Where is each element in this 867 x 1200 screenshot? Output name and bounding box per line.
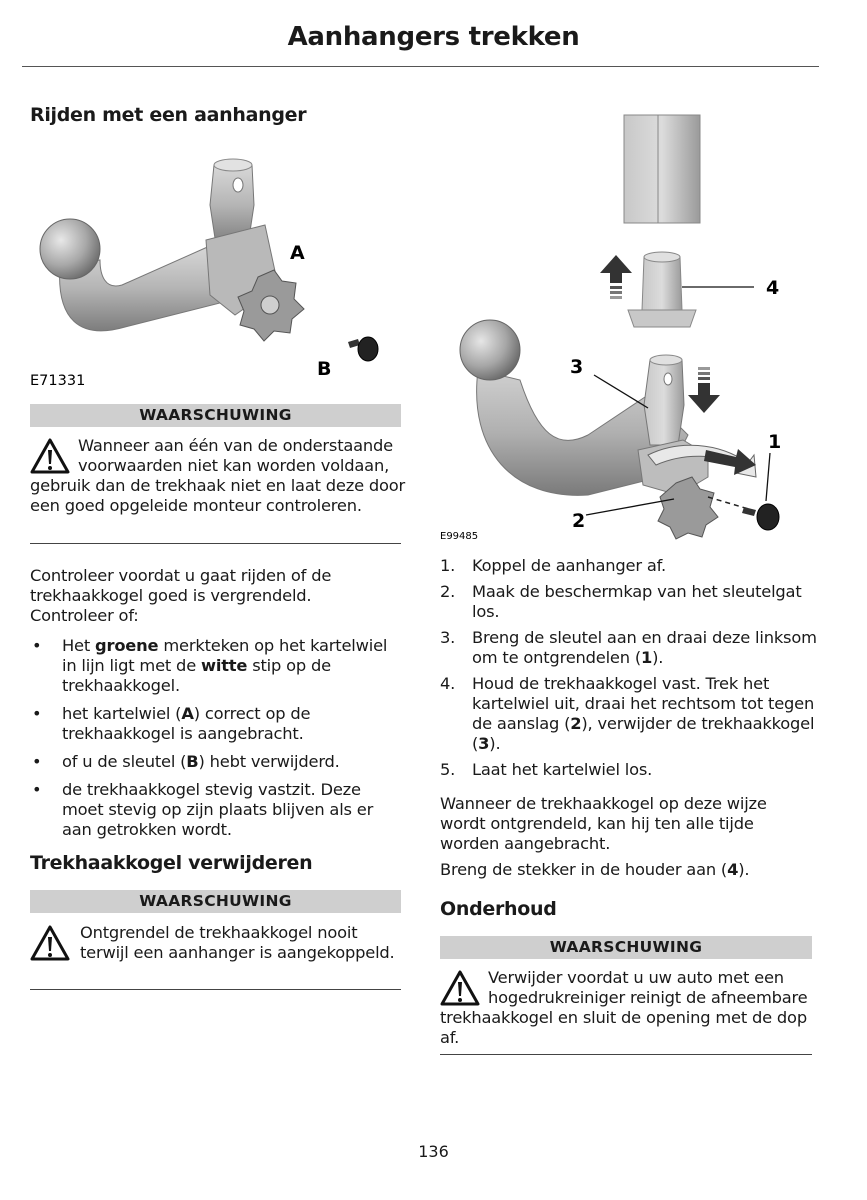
- step-number: 1.: [440, 556, 456, 575]
- step-text: Houd de trekhaakkogel vast. Trek het kartelwiel uit, draai het rechtsom tot tegen de aanslag (: [472, 674, 815, 733]
- item-bold: groene: [95, 636, 159, 655]
- warning-banner: WAARSCHUWING: [30, 890, 401, 913]
- warning-block: [440, 968, 816, 1048]
- warning-text: Verwijder voordat u uw auto met een hogedrukreiniger reinigt de afneembare trekhaakkogel en sluit de opening met de dop af.: [440, 968, 808, 1047]
- step-text: Breng de sleutel aan en draai deze linksom om te ontgrendelen (: [472, 628, 817, 667]
- list-item: [30, 704, 404, 744]
- step-number: 5.: [440, 760, 456, 779]
- item-text: of u de sleutel (: [62, 752, 187, 771]
- bullet: •: [32, 752, 42, 771]
- item-bold: witte: [201, 656, 248, 675]
- step-text: ).: [652, 648, 664, 667]
- step-text: Koppel de aanhanger af.: [472, 556, 666, 575]
- tow-ball-figure: [30, 145, 402, 385]
- step-number: 3.: [440, 628, 456, 647]
- bullet: •: [32, 780, 42, 799]
- callout-4: 4: [766, 277, 780, 299]
- item-bold: A: [181, 704, 194, 723]
- list-item: [440, 582, 818, 622]
- removal-steps: [440, 556, 818, 786]
- warning-banner: WAARSCHUWING: [30, 404, 401, 427]
- step-bold: 2: [570, 714, 582, 733]
- list-item: [440, 674, 818, 754]
- list-item: [30, 636, 404, 696]
- step-text: Maak de beschermkap van het sleutelgat los.: [472, 582, 802, 621]
- warning-triangle-icon: [30, 438, 70, 474]
- paragraph-bold: 4: [727, 860, 739, 879]
- warning-triangle-icon: [30, 925, 70, 961]
- list-item: [440, 628, 818, 668]
- step-bold: 3: [478, 734, 490, 753]
- step-bold: 1: [640, 648, 653, 667]
- warning-end-rule: [30, 543, 401, 544]
- paragraph: [440, 860, 816, 880]
- warning-banner: WAARSCHUWING: [440, 936, 812, 959]
- callout-2: 2: [572, 510, 586, 532]
- warning-triangle-icon: [440, 970, 480, 1006]
- callout-1: 1: [768, 431, 782, 453]
- list-item: [440, 556, 818, 576]
- bullet: •: [32, 704, 42, 723]
- step-number: 4.: [440, 674, 456, 693]
- warning-end-rule: [30, 989, 401, 990]
- section-heading-maintenance: Onderhoud: [440, 898, 557, 920]
- check-list: [30, 636, 404, 848]
- paragraph: Wanneer de trekhaakkogel op deze wijze wordt ontgrendeld, kan hij ten alle tijde worden aangebracht.: [440, 794, 767, 853]
- figure-code: E71331: [30, 373, 86, 385]
- tow-ball-removal-figure: [438, 105, 818, 545]
- paragraph-text: Breng de stekker in de houder aan (: [440, 860, 728, 879]
- figure-label-a: A: [290, 242, 305, 264]
- warning-block: [30, 436, 405, 516]
- step-number: 2.: [440, 582, 456, 601]
- item-text: ) hebt verwijderd.: [198, 752, 340, 771]
- item-bold: B: [186, 752, 199, 771]
- figure-label-b: B: [317, 358, 332, 380]
- step-text: Laat het kartelwiel los.: [472, 760, 653, 779]
- list-item: [30, 780, 404, 840]
- check-intro: Controleer voordat u gaat rijden of de trekhaakkogel goed is vergrendeld. Controleer of:: [30, 566, 332, 625]
- callout-3: 3: [570, 356, 584, 378]
- item-text: het kartelwiel (: [62, 704, 182, 723]
- page-title: Aanhangers trekken: [287, 22, 580, 52]
- step-text: ).: [489, 734, 501, 753]
- figure-code: E99485: [440, 531, 479, 542]
- paragraph-text: ).: [738, 860, 750, 879]
- warning-end-rule: [440, 1054, 812, 1055]
- title-divider: [22, 66, 819, 67]
- after-steps: [440, 794, 816, 886]
- section-heading-driving-with-trailer: Rijden met een aanhanger: [30, 104, 307, 126]
- warning-block: [30, 923, 401, 963]
- page-number: 136: [418, 1142, 449, 1161]
- item-text: Het: [62, 636, 96, 655]
- section-heading-remove-tow-ball: Trekhaakkogel verwijderen: [30, 852, 313, 874]
- bullet: •: [32, 636, 42, 655]
- item-text: merkteken op het kartelwiel in lijn ligt met de: [62, 636, 388, 675]
- warning-text: Wanneer aan één van de onderstaande voorwaarden niet kan worden voldaan, gebruik dan de trekhaak niet en laat deze door een goed opgeleide monteur controleren.: [30, 436, 406, 515]
- list-item: [440, 760, 818, 780]
- item-text: de trekhaakkogel stevig vastzit. Deze moet stevig op zijn plaats blijven als er aan getrokken wordt.: [62, 780, 374, 839]
- warning-text: Ontgrendel de trekhaakkogel nooit terwijl een aanhanger is aangekoppeld.: [80, 923, 395, 962]
- step-text: ), verwijder de trekhaakkogel (: [472, 714, 815, 753]
- item-text: stip op de trekhaakkogel.: [62, 656, 331, 695]
- item-text: ) correct op de trekhaakkogel is aangebracht.: [62, 704, 311, 743]
- list-item: [30, 752, 404, 772]
